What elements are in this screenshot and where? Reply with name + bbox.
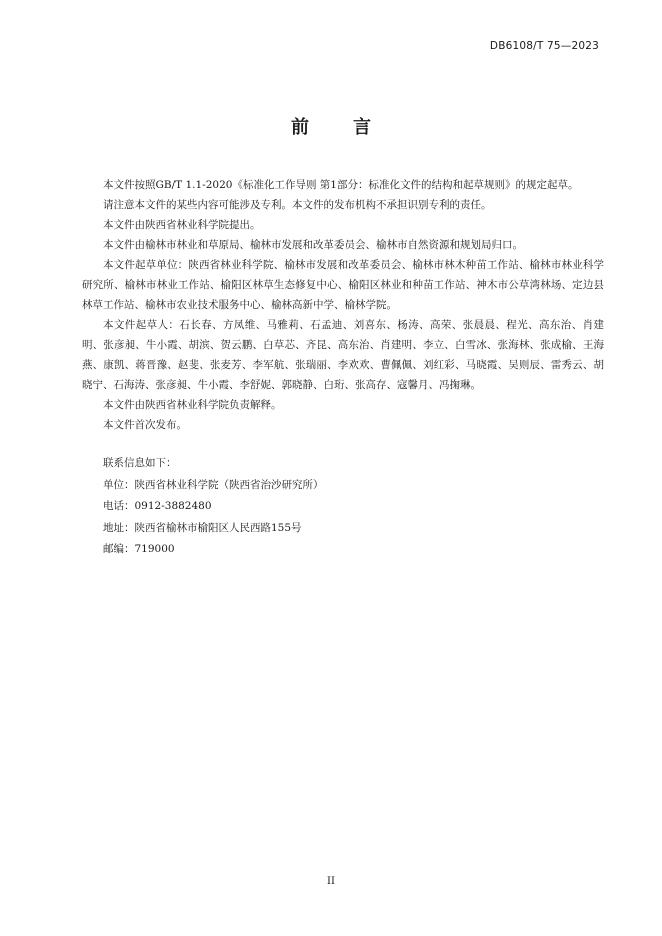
contact-heading: 联系信息如下： [103,457,177,469]
title-char-2: 言 [353,117,371,138]
contact-unit: 单位：陕西省林业科学院（陕西省治沙研究所） [103,478,324,491]
paragraph-interpretation: 本文件由陕西省林业科学院负责解释。 [103,399,282,411]
page-number: II [327,876,335,887]
paragraph-drafters: 本文件起草人：石长春、方凤维、马雅莉、石孟迪、刘喜东、杨涛、高荣、张晨晨、程光、高东治、肖建明、张彦昶、牛小霞、胡滨、贺云鹏、白草芯、齐昆、高东治、肖建明、李立、白雪冰、张海林、张成榆、王海燕、康凯、蒋晋豫、赵斐、张麦芳、李军航、张瑞丽、李欢欢、曹佩佩、刘红彩、马晓霞、吴则辰、雷秀云、胡晓宁、石海涛、张彦昶、牛小霞、李舒妮、郭晓静、白珩、张高存、寇馨月、冯掬琳。 [82,319,604,391]
paragraph-standard-basis: 本文件按照GB/T 1.1-2020《标准化工作导则 第1部分：标准化文件的结构和起草规则》的规定起草。 [103,179,579,191]
paragraph-centralized-unit: 本文件由榆林市林业和草原局、榆林市发展和改革委员会、榆林市自然资源和规划局归口。 [103,239,523,251]
paragraph-first-release: 本文件首次发布。 [103,419,187,431]
contact-address: 地址：陕西省榆林市榆阳区人民西路155号 [103,521,302,534]
contact-postcode: 邮编：719000 [103,543,175,555]
paragraph-patent-notice: 请注意本文件的某些内容可能涉及专利。本文件的发布机构不承担识别专利的责任。 [103,199,492,211]
contact-info [82,453,604,561]
page-title [0,113,662,139]
contact-phone: 电话：0912-3882480 [103,500,212,512]
document-code: DB6108/T 75—2023 [489,40,599,52]
title-char-1: 前 [291,117,309,138]
paragraph-drafting-units: 本文件起草单位：陕西省林业科学院、榆林市发展和改革委员会、榆林市林木种苗工作站、榆林市林业科学研究所、榆林市林业工作站、榆阳区林草生态修复中心、榆阳区林业和种苗工作站、神木市公草湾林场、定边县林草工作站、榆林市农业技术服务中心、榆林高新中学、榆林学院。 [82,259,604,311]
foreword-body [82,175,604,561]
paragraph-proposer: 本文件由陕西省林业科学院提出。 [103,219,261,231]
